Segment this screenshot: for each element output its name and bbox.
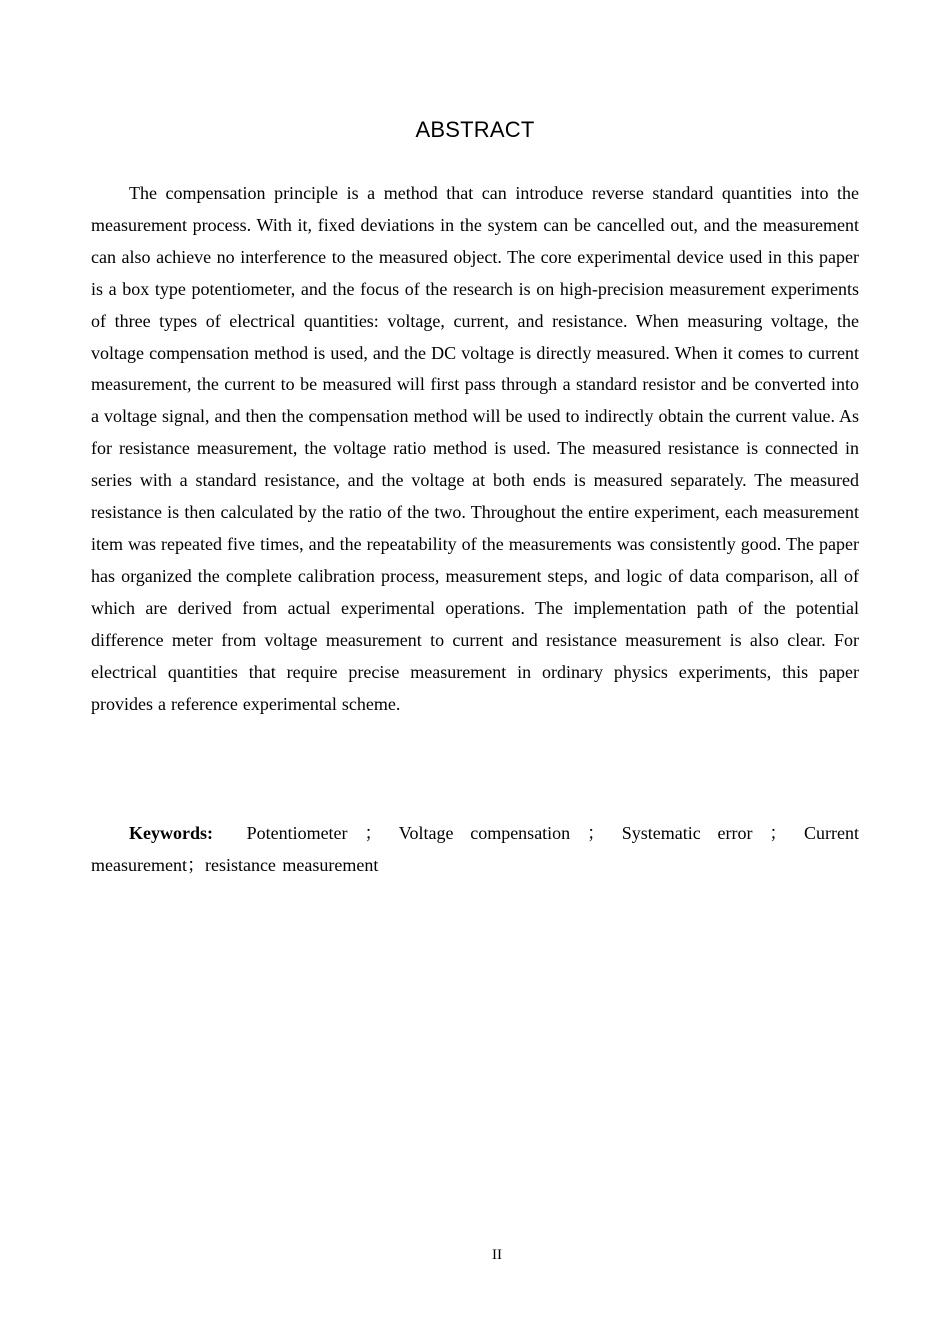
keywords-label: Keywords: [129,823,213,843]
abstract-heading: ABSTRACT [415,117,535,142]
keywords-paragraph [91,817,859,881]
abstract-paragraph: The compensation principle is a method that can introduce reverse standard quantities into the measurement process. With it, fixed deviations in the system can be cancelled out, and the measurement can also achieve no interference to the measured object. The core experimental device used in this paper is a box type potentiometer, and the focus of the research is on high-precision measurement experiments of three types of electrical quantities: voltage, current, and resistance. When measuring voltage, the voltage compensation method is used, and the DC voltage is directly measured. When it comes to current measurement, the current to be measured will first pass through a standard resistor and be converted into a voltage signal, and then the compensation method will be used to indirectly obtain the current value. As for resistance measurement, the voltage ratio method is used. The measured resistance is connected in series with a standard resistance, and the voltage at both ends is measured separately. The measured resistance is then calculated by the ratio of the two. Throughout the entire experiment, each measurement item was repeated five times, and the repeatability of the measurements was consistently good. The paper has organized the complete calibration process, measurement steps, and logic of data comparison, all of which are derived from actual experimental operations. The implementation path of the potential difference meter from voltage measurement to current and resistance measurement is also clear. For electrical quantities that require precise measurement in ordinary physics experiments, this paper provides a reference experimental scheme. [91,183,859,714]
page-number: II [492,1247,502,1263]
keywords-list: Potentiometer ； Voltage compensation ； Systematic error ； Current measurement；resistance measurement [91,823,860,875]
